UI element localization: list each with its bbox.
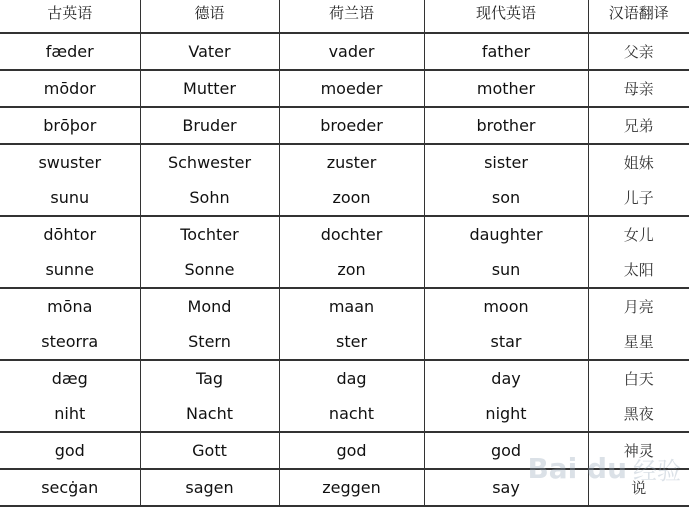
cell-dutch: nacht (279, 396, 424, 432)
cell-old-english: brōþor (0, 107, 140, 144)
cell-chinese: 女儿 (588, 216, 689, 252)
cell-german: sagen (140, 469, 279, 506)
cell-dutch: dochter (279, 216, 424, 252)
cell-old-english: sunne (0, 252, 140, 288)
cell-chinese: 姐妹 (588, 144, 689, 180)
cell-modern-english: night (424, 396, 588, 432)
table-row (0, 70, 689, 107)
cell-chinese: 母亲 (588, 70, 689, 107)
cell-german: Gott (140, 432, 279, 469)
cell-german: Mond (140, 288, 279, 324)
header-old-english: 古英语 (0, 0, 140, 29)
table-row (0, 324, 689, 360)
cell-old-english: dōhtor (43, 225, 97, 244)
cell-dutch: moeder (279, 70, 424, 107)
cell-old-english: niht (0, 396, 140, 432)
cell-modern-english: father (424, 33, 588, 70)
table-row (0, 216, 689, 252)
cell-modern-english: sister (424, 144, 588, 180)
table-row (0, 252, 689, 288)
cell-dutch: dag (279, 360, 424, 396)
cell-modern-english: say (424, 469, 588, 506)
cell-chinese: 神灵 (588, 432, 689, 469)
cell-german: Sohn (140, 180, 279, 216)
cell-old-english: sunu (0, 180, 140, 216)
cell-old-english: god (0, 432, 140, 469)
cell-dutch: zeggen (279, 469, 424, 506)
cell-modern-english: moon (424, 288, 588, 324)
cell-german: Mutter (140, 70, 279, 107)
cell-old-english: steorra (0, 324, 140, 360)
table-row (0, 288, 689, 324)
cell-old-english: swuster (38, 153, 102, 172)
header-dutch: 荷兰语 (279, 0, 424, 29)
watermark-suffix: 经验 (633, 457, 681, 485)
cell-german: Bruder (140, 107, 279, 144)
cell-old-english: mōdor (0, 70, 140, 107)
cell-german: Nacht (140, 396, 279, 432)
cell-dutch: zon (279, 252, 424, 288)
table-row (0, 107, 689, 144)
cell-chinese: 白天 (588, 360, 689, 396)
table-row (0, 33, 689, 70)
cell-dutch: zoon (279, 180, 424, 216)
cell-old-english: secġan (0, 469, 140, 506)
cell-dutch: zuster (279, 144, 424, 180)
header-german: 德语 (140, 0, 279, 29)
cell-modern-english: god (424, 432, 588, 469)
cell-chinese: 兄弟 (588, 107, 689, 144)
cell-german: Tochter (140, 216, 279, 252)
cell-chinese: 月亮 (588, 288, 689, 324)
cell-modern-english: daughter (424, 216, 588, 252)
cell-chinese: 儿子 (588, 180, 689, 216)
cell-dutch: maan (279, 288, 424, 324)
cell-old-english: fæder (0, 33, 140, 70)
cell-german: Vater (140, 33, 279, 70)
cell-modern-english: star (424, 324, 588, 360)
cell-chinese: 黑夜 (588, 396, 689, 432)
cell-dutch: vader (279, 33, 424, 70)
cell-dutch: ster (279, 324, 424, 360)
cell-german: Schwester (140, 144, 279, 180)
header-chinese-translation: 汉语翻译 (588, 0, 689, 29)
table-row (0, 432, 689, 469)
table-row (0, 469, 689, 506)
cell-modern-english: mother (424, 70, 588, 107)
cell-dutch: god (279, 432, 424, 469)
cell-modern-english: sun (424, 252, 588, 288)
cell-modern-english: son (424, 180, 588, 216)
header-modern-english: 现代英语 (424, 0, 588, 29)
watermark-brand: Bai du (527, 452, 627, 485)
header-row (0, 0, 689, 33)
cell-modern-english: day (424, 360, 588, 396)
cell-german: Sonne (140, 252, 279, 288)
cell-old-english: dæg (51, 369, 88, 388)
cell-german: Tag (140, 360, 279, 396)
cell-chinese: 太阳 (588, 252, 689, 288)
table-row (0, 180, 689, 216)
cell-german: Stern (140, 324, 279, 360)
table-row (0, 144, 689, 180)
cell-dutch: broeder (279, 107, 424, 144)
cell-chinese: 星星 (588, 324, 689, 360)
table-row (0, 396, 689, 432)
cell-old-english: mōna (47, 297, 93, 316)
table-row (0, 360, 689, 396)
cell-chinese: 父亲 (588, 33, 689, 70)
cell-chinese: 说 (588, 469, 689, 506)
cell-modern-english: brother (424, 107, 588, 144)
